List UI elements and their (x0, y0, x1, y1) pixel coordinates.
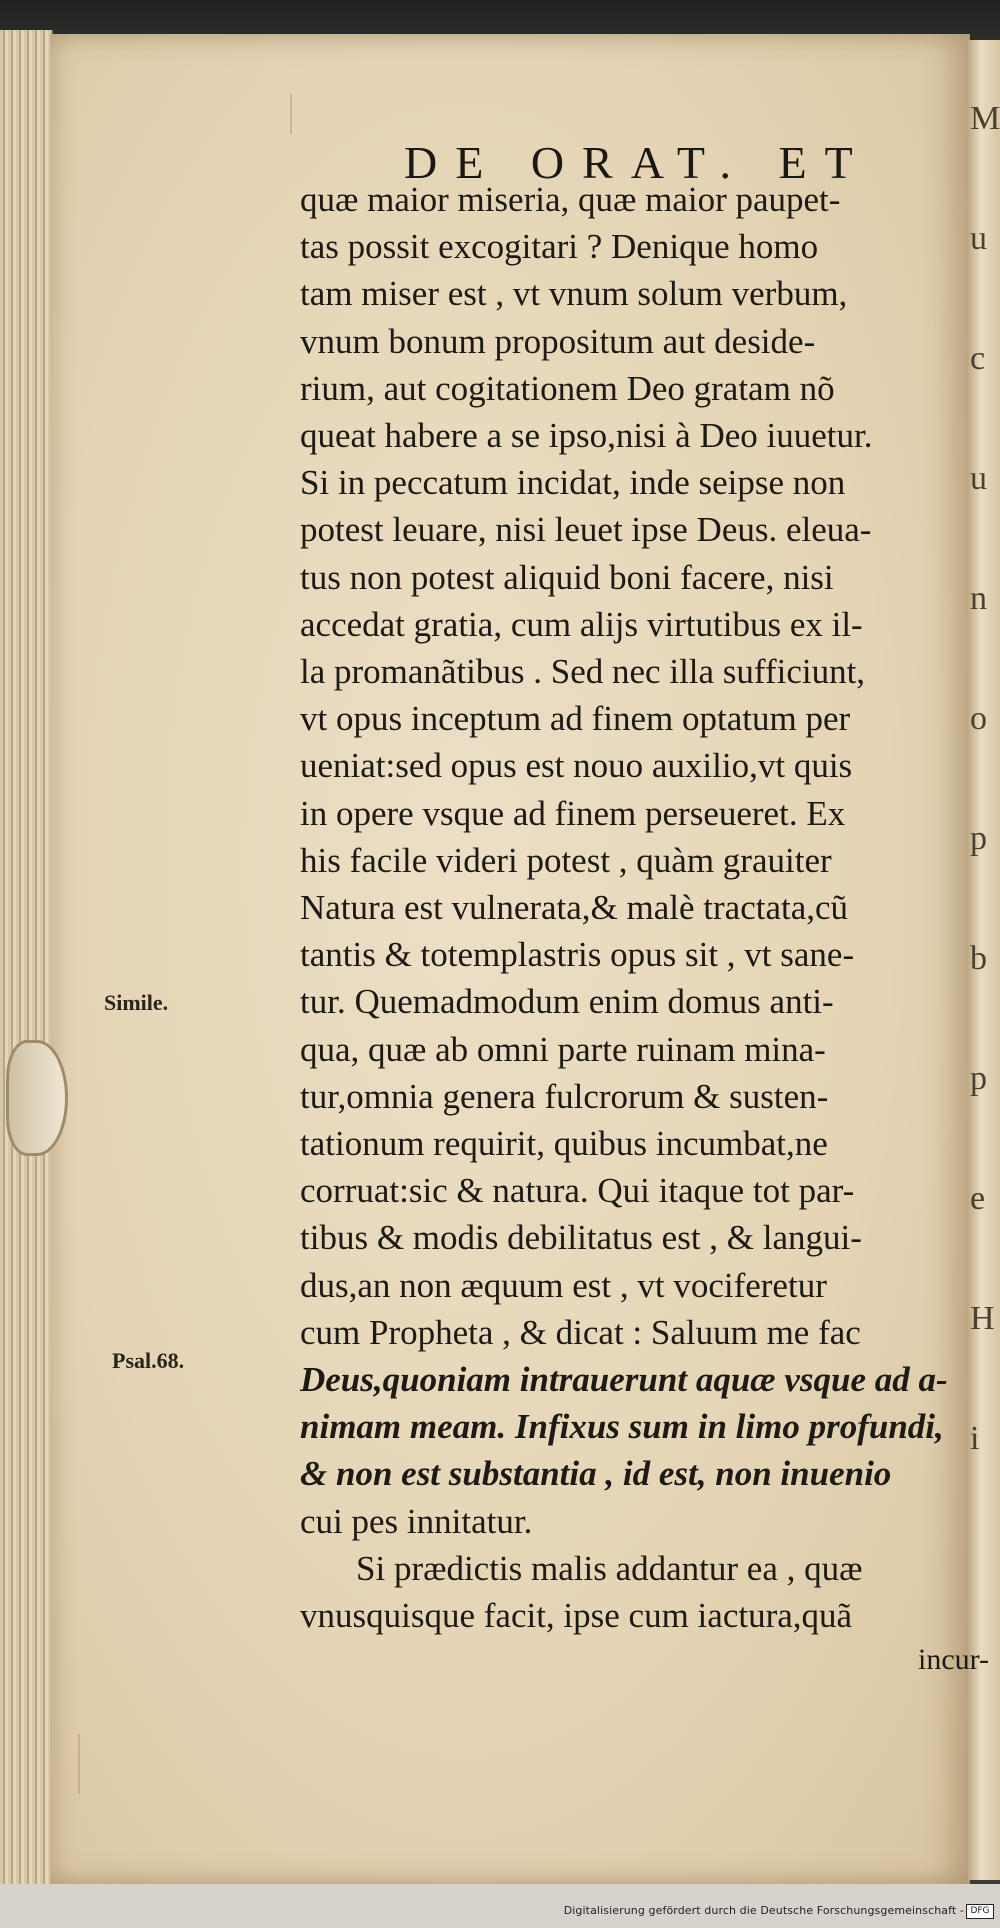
edge-glyph: u (970, 220, 987, 257)
text-line: cum Propheta , & dicat : Saluum me fac (300, 1312, 861, 1352)
text-line: tibus & modis debilitatus est , & langui- (300, 1218, 862, 1258)
text-line: & non est substantia , id est, non inuenio (300, 1454, 892, 1494)
edge-glyph: H (970, 1300, 995, 1337)
text-line: qua, quæ ab omni parte ruinam mina- (300, 1029, 826, 1069)
edge-glyph: p (970, 1060, 987, 1097)
text-line: accedat gratia, cum alijs virtutibus ex il- (300, 604, 863, 644)
edge-glyph: n (970, 580, 987, 617)
ink-mark (78, 1734, 80, 1794)
text-line: nimam meam. Infixus sum in limo profundi, (300, 1407, 944, 1447)
footer-credit: Digitalisierung gefördert durch die Deutsche Forschungsgemeinschaft - (563, 1904, 964, 1917)
text-line: vnum bonum propositum aut deside- (300, 321, 816, 361)
text-line: his facile videri potest , quàm grauiter (300, 840, 832, 880)
text-line: Deus,quoniam intrauerunt aquæ vsque ad a- (300, 1360, 948, 1399)
text-line: tas possit excogitari ? Denique homo (300, 227, 819, 267)
text-line: tus non potest aliquid boni facere, nisi (300, 557, 834, 597)
margin-note-psalm: Psal.68. (112, 1348, 185, 1373)
edge-glyph: M (970, 100, 1000, 137)
text-line: dus,an non æquum est , vt vociferetur (300, 1265, 827, 1305)
text-line: rium, aut cogitationem Deo gratam nõ (300, 368, 835, 408)
text-line: queat habere a se ipso,nisi à Deo iuuetur. (300, 416, 873, 455)
text-line: Si in peccatum incidat, inde seipse non (300, 463, 846, 503)
text-line: la promanãtibus . Sed nec illa sufficiunt, (300, 652, 866, 691)
edge-glyph: e (970, 1180, 986, 1217)
text-line: Natura est vulnerata,& malè tractata,cũ (300, 888, 849, 927)
edge-glyph: u (970, 460, 987, 497)
text-line: tationum requirit, quibus incumbat,ne (300, 1124, 828, 1163)
text-line: quæ maior miseria, quæ maior paupet- (300, 180, 841, 219)
edge-glyph: b (970, 940, 987, 977)
ink-mark (290, 94, 292, 134)
margin-note-simile: Simile. (104, 990, 169, 1015)
text-line: cui pes innitatur. (300, 1501, 533, 1541)
right-page-edge (968, 40, 1000, 1880)
text-line: Si prædictis malis addantur ea , quæ (356, 1548, 863, 1588)
text-line: tam miser est , vt vnum solum verbum, (300, 274, 848, 314)
left-page-edges (0, 30, 53, 1890)
book-clasp (6, 1040, 68, 1156)
edge-glyph: p (970, 820, 987, 857)
edge-glyph: o (970, 700, 987, 737)
text-line: tur,omnia genera fulcrorum & susten- (300, 1076, 829, 1116)
text-line: incur- (918, 1643, 990, 1677)
text-line: tur. Quemadmodum enim domus anti- (300, 982, 834, 1022)
text-line: corruat:sic & natura. Qui itaque tot par- (300, 1171, 855, 1211)
edge-glyph: i (970, 1420, 980, 1457)
text-line: vnusquisque facit, ipse cum iactura,quã (300, 1596, 853, 1635)
text-line: vt opus inceptum ad finem optatum per (300, 699, 851, 739)
text-line: ueniat:sed opus est nouo auxilio,vt quis (300, 746, 853, 786)
text-line: tantis & totemplastris opus sit , vt sane- (300, 935, 855, 975)
text-line: potest leuare, nisi leuet ipse Deus. eleua- (300, 510, 872, 550)
running-head: DE ORAT. ET (404, 137, 871, 188)
edge-glyph: c (970, 340, 986, 377)
dfg-logo: DFG (966, 1904, 994, 1919)
text-line: in opere vsque ad finem perseueret. Ex (300, 793, 846, 833)
